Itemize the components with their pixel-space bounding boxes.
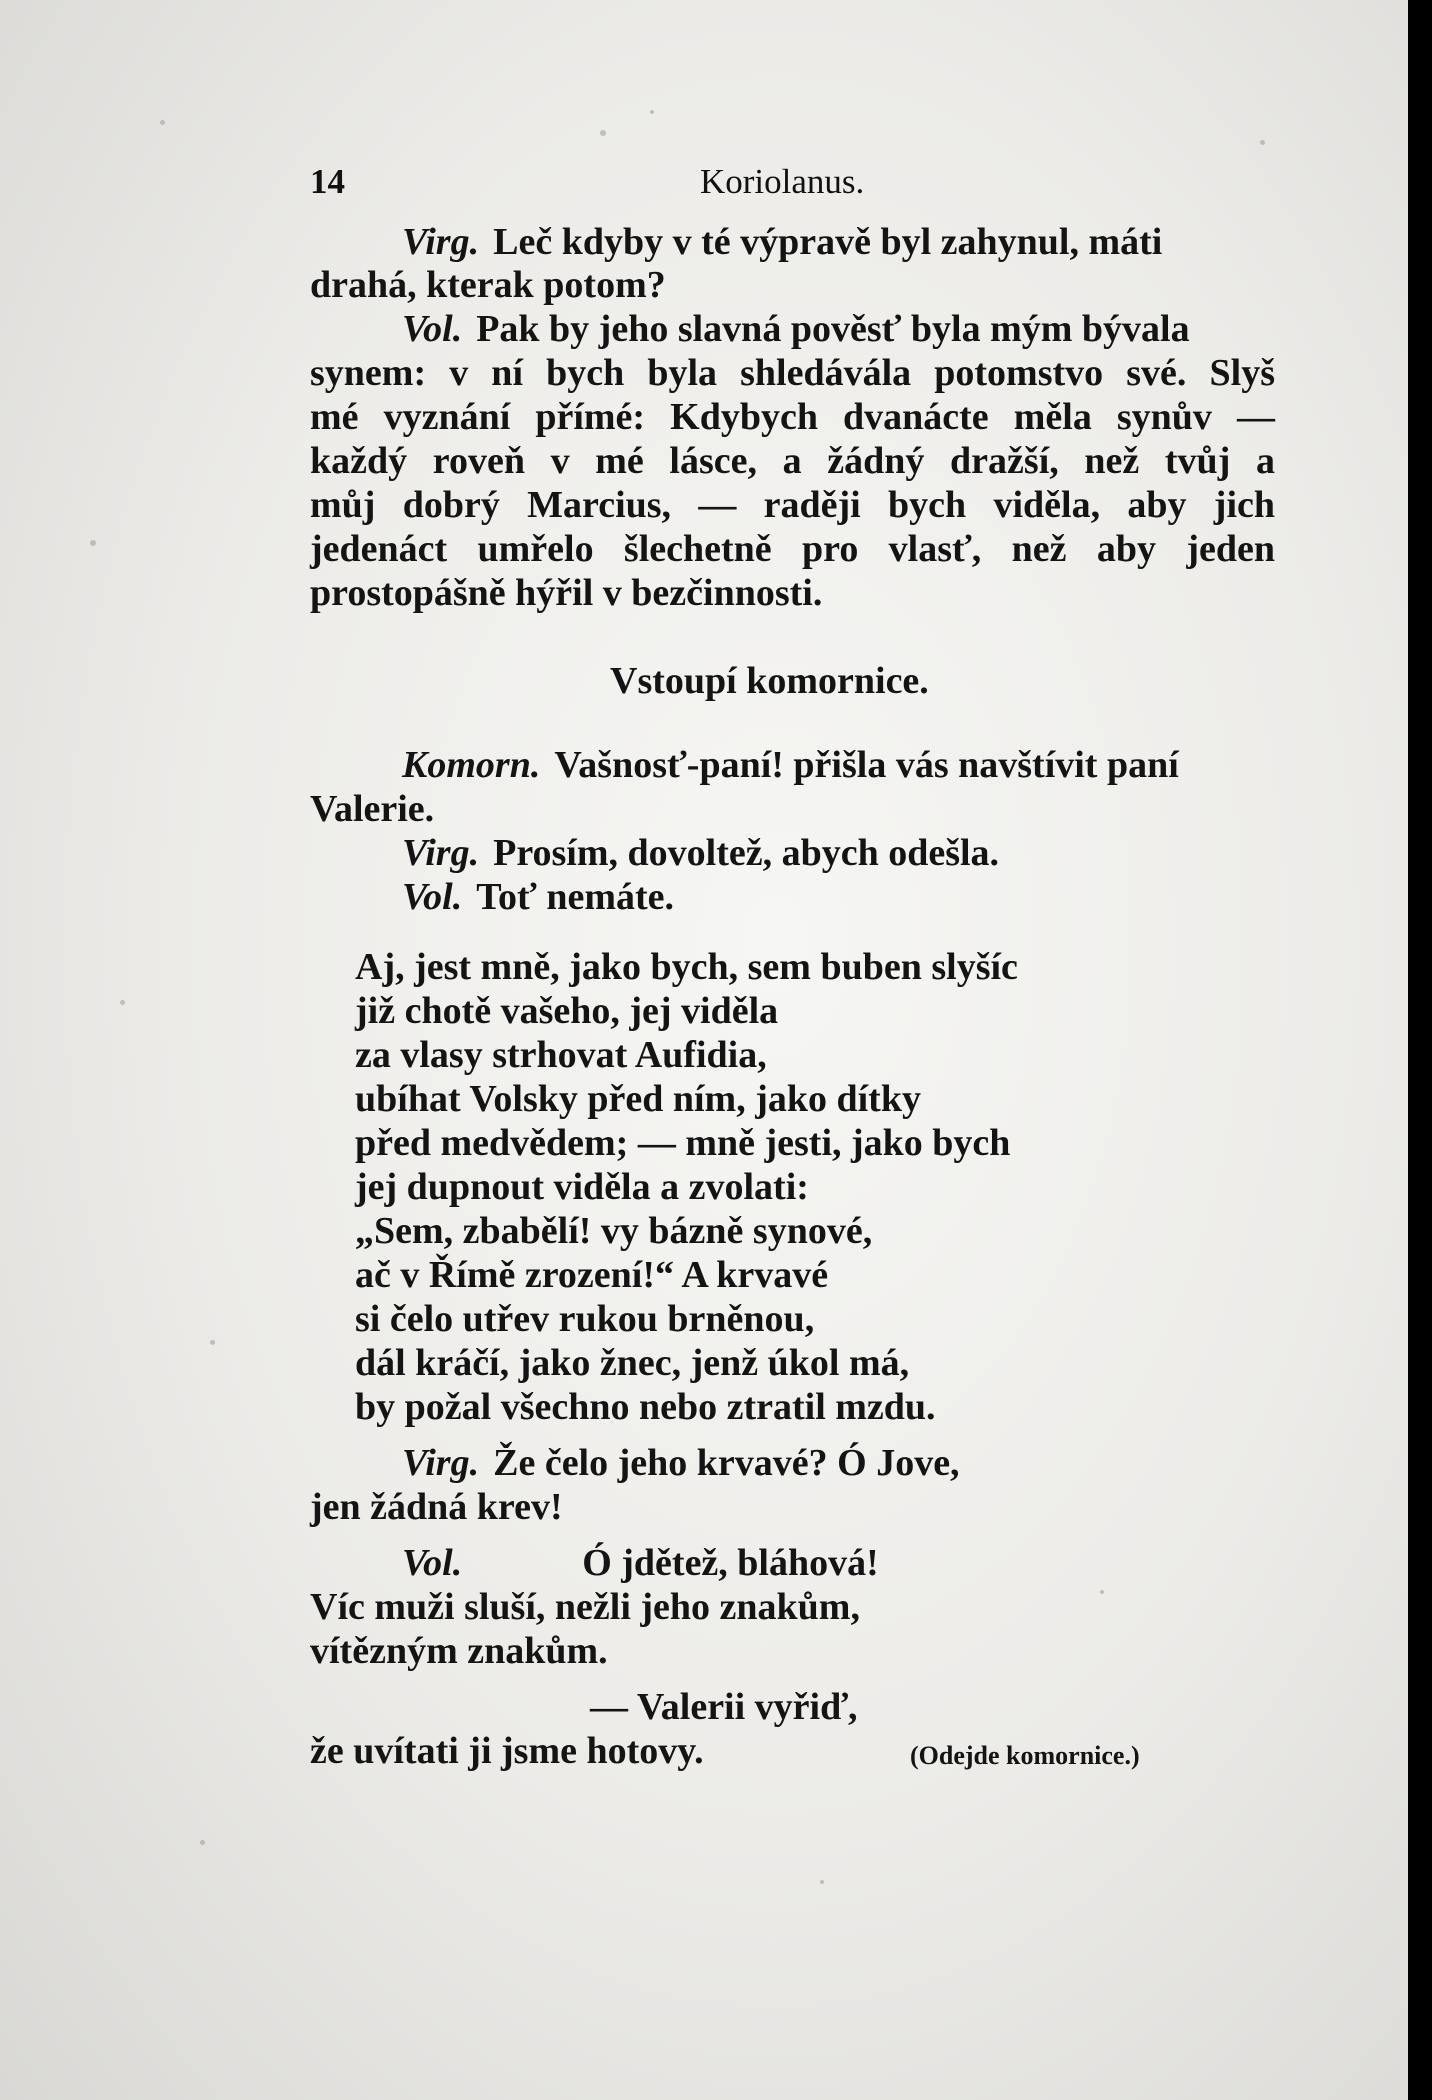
speech-line [402, 876, 674, 920]
text-line [310, 396, 1275, 440]
speech-line [402, 1442, 960, 1486]
text-line [355, 1166, 809, 1210]
text-line [355, 1298, 814, 1342]
line-text: si čelo utřev rukou brněnou, [355, 1298, 815, 1340]
running-title: Koriolanus. [700, 162, 865, 201]
text-line [355, 1078, 921, 1122]
speech-line [402, 221, 1162, 265]
line-text: Leč kdyby v té výpravě byl zahynul, máti [493, 221, 1163, 263]
speech-line [402, 832, 999, 876]
line-text: Prosím, dovoltež, abych odešla. [493, 832, 1000, 874]
line-text: Toť nemáte. [476, 876, 675, 918]
line-text: Vašnosť-paní! přišla vás navštívit paní [554, 744, 1179, 786]
text-line [310, 528, 1275, 572]
line-text: Aj, jest mně, jako bych, sem buben slyšíc [355, 946, 1018, 988]
text-line [355, 1210, 872, 1254]
stage-direction [610, 660, 929, 704]
text-line [355, 1034, 767, 1078]
text-line [590, 1686, 857, 1730]
text-line [310, 440, 1275, 484]
stage-direction-text: komornice. [736, 660, 929, 702]
speech-line [402, 744, 1179, 788]
line-text: za vlasy strhovat Aufidia, [355, 1034, 767, 1076]
text-line [310, 1586, 860, 1630]
line-text: Že čelo jeho krvavé? Ó Jove, [493, 1442, 960, 1484]
line-text: prostopášně hýřil v bezčinnosti. [310, 572, 823, 614]
line-text: drahá, kterak potom? [310, 264, 666, 306]
speaker-name: Virg. [402, 221, 480, 263]
page-number: 14 [310, 162, 345, 201]
line-text: před medvědem; — mně jesti, jako bych [355, 1122, 1011, 1164]
speaker-name: Virg. [402, 1442, 480, 1484]
stage-direction-verb: Vstoupí [610, 660, 737, 702]
text-line [310, 352, 1275, 396]
line-text: Víc muži sluší, nežli jeho znakům, [310, 1586, 860, 1628]
line-text: ač v Římě zrození!“ A krvavé [355, 1254, 829, 1296]
speaker-name: Vol. [402, 308, 463, 350]
text-line [310, 788, 434, 832]
speaker-name: Vol. [402, 876, 463, 918]
speech-line [402, 308, 1190, 352]
line-text: jej dupnout viděla a zvolati: [355, 1166, 809, 1208]
line-text: Valerie. [310, 788, 435, 830]
text-line [355, 946, 1018, 990]
speaker-name: Vol. [402, 1542, 463, 1584]
text-line [310, 572, 822, 616]
line-text: vítězným znakům. [310, 1630, 608, 1672]
text-line [310, 1730, 1140, 1774]
line-text: „Sem, zbabělí! vy bázně synové, [355, 1210, 873, 1252]
line-text: jedenáct umřelo šlechetně pro vlasť, než aby jeden [310, 528, 1275, 570]
speech-line [402, 1542, 879, 1586]
line-text: Pak by jeho slavná pověsť byla mým bývala [476, 308, 1190, 350]
line-text: ubíhat Volsky před ním, jako dítky [355, 1078, 921, 1120]
text-line [355, 1122, 1010, 1166]
text-line [355, 1254, 828, 1298]
text-line [310, 484, 1275, 528]
text-line [310, 264, 666, 308]
line-text: mé vyznání přímé: Kdybych dvanácte měla synův — [310, 396, 1275, 438]
text-line [355, 1386, 936, 1430]
text-line [355, 990, 778, 1034]
line-text: synem: v ní bych byla shledávála potomstvo své. Slyš [310, 352, 1275, 394]
line-text: dál kráčí, jako žnec, jenž úkol má, [355, 1342, 910, 1384]
line-text: každý roveň v mé lásce, a žádný dražší, než tvůj a [310, 440, 1275, 482]
text-line [310, 1630, 608, 1674]
speaker-name: Virg. [402, 832, 480, 874]
line-text: by požal všechno nebo ztratil mzdu. [355, 1386, 936, 1428]
text-line [310, 1486, 563, 1530]
text-line [355, 1342, 909, 1386]
line-text: již chotě vašeho, jej viděla [355, 990, 779, 1032]
line-text: můj dobrý Marcius, — raději bych viděla, aby jich [310, 484, 1275, 526]
speaker-name: Komorn. [402, 744, 541, 786]
line-text: že uvítati ji jsme hotovy. [310, 1730, 704, 1772]
line-text: Ó jdětež, bláhová! [582, 1542, 879, 1584]
stage-aside: (Odejde komornice.) [910, 1741, 1140, 1770]
line-text: jen žádná krev! [310, 1486, 563, 1528]
line-text: — Valerii vyřiď, [590, 1686, 858, 1728]
